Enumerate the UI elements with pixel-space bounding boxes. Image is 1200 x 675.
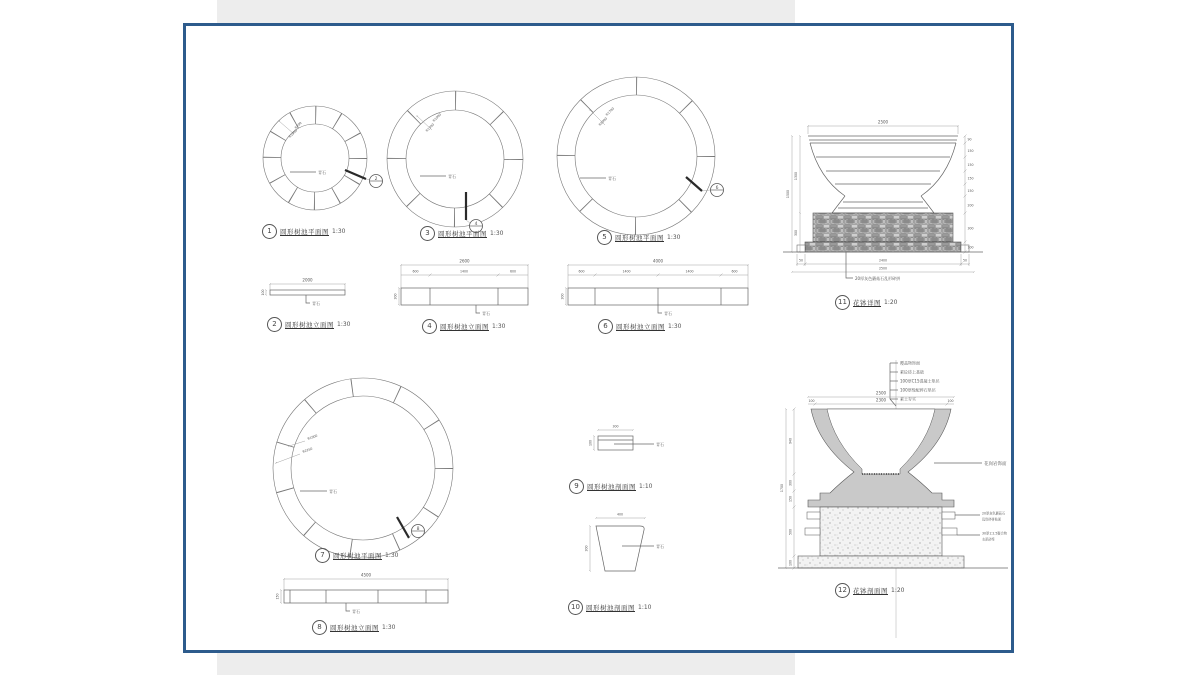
stone-label: 青石 xyxy=(329,489,337,494)
dim-label: 50 xyxy=(798,258,804,263)
title-text: 圆形树池立面图 xyxy=(440,323,489,331)
title-number: 1 xyxy=(262,224,277,239)
drawing-title-2 xyxy=(267,317,350,332)
detail-4-elevation xyxy=(394,259,529,317)
dim-label: 4500 xyxy=(360,572,372,578)
callout-label: 覆盖物饰面 xyxy=(900,360,920,366)
title-text: 圆形树池剖面图 xyxy=(586,604,635,612)
title-number: 4 xyxy=(422,319,437,334)
detail-6-elevation xyxy=(561,259,749,317)
dim-label: 100 xyxy=(808,399,815,403)
dim-label: 2000 xyxy=(302,277,313,283)
stone-label: 青石 xyxy=(352,609,360,614)
section-ref-number: 4 xyxy=(474,221,478,227)
dim-label: 200 xyxy=(967,203,974,208)
top-gray-strip xyxy=(217,0,795,23)
stone-label: 青石 xyxy=(312,301,320,306)
drawing-title-3 xyxy=(420,226,503,241)
drawing-title-7 xyxy=(315,548,398,563)
dim-label: 100 xyxy=(788,559,793,567)
title-text: 圆形树池平面图 xyxy=(280,228,329,236)
detail-1-plan xyxy=(263,106,383,210)
stone-label: 青石 xyxy=(664,311,672,316)
title-scale: 1:30 xyxy=(332,228,346,235)
title-number: 3 xyxy=(420,226,435,241)
title-number: 8 xyxy=(312,620,327,635)
detail-5-plan xyxy=(557,77,724,235)
drawing-title-9 xyxy=(569,479,652,494)
stone-label: 青石 xyxy=(608,176,616,181)
material-note: 水泥砂浆 xyxy=(982,537,995,542)
detail-8-elevation xyxy=(276,573,449,615)
title-number: 12 xyxy=(835,583,850,598)
drawing-title-4 xyxy=(422,319,505,334)
dim-label: 300 xyxy=(967,226,974,231)
dim-label: 1400 xyxy=(622,269,631,274)
title-text: 花钵剖面图 xyxy=(853,587,888,595)
material-note: 20厚灰色蘑菇石 xyxy=(982,511,1006,516)
dim-label: 600 xyxy=(731,269,738,274)
title-text: 圆形树池立面图 xyxy=(285,321,334,329)
section-ref-number: 8 xyxy=(416,526,420,532)
dim-label: 150 xyxy=(967,163,974,167)
drawing-title-1 xyxy=(262,224,345,239)
dim-label: 500 xyxy=(788,528,793,536)
material-note: 乱形碎拼贴面 xyxy=(982,517,1002,522)
dim-label: 300 xyxy=(584,545,589,552)
title-scale: 1:30 xyxy=(385,552,399,559)
title-text: 圆形树池平面图 xyxy=(438,230,487,238)
title-text: 花钵详图 xyxy=(853,299,881,307)
stone-label: 青石 xyxy=(656,544,664,549)
dim-label: 2300 xyxy=(875,397,887,403)
dim-label: 100 xyxy=(588,439,593,447)
stone-label: 青石 xyxy=(656,442,664,447)
drawing-title-5 xyxy=(597,230,680,245)
detail-11-planter-elevation xyxy=(783,120,983,282)
title-number: 2 xyxy=(267,317,282,332)
dim-label: 400 xyxy=(616,512,624,517)
dim-label: 300 xyxy=(560,293,565,300)
title-scale: 1:20 xyxy=(891,587,905,594)
section-ref-number: 6 xyxy=(715,185,719,191)
dim-label: 100 xyxy=(967,245,974,250)
dim-label: 1500 xyxy=(786,189,790,199)
title-scale: 1:30 xyxy=(668,323,682,330)
dim-label: 150 xyxy=(967,176,974,181)
drawing-sheet xyxy=(183,23,1014,653)
dim-label: 150 xyxy=(967,149,974,153)
title-scale: 1:30 xyxy=(490,230,504,237)
detail-7-plan xyxy=(273,378,453,558)
dim-label: 90 xyxy=(967,137,972,142)
dim-label: 300 xyxy=(794,229,798,237)
dim-label: 150 xyxy=(275,593,280,600)
dim-label: 2400 xyxy=(878,258,888,263)
callout-label: 100厚级配碎石垫层 xyxy=(900,387,936,393)
title-text: 圆形树池立面图 xyxy=(616,323,665,331)
title-number: 6 xyxy=(598,319,613,334)
radius-label: R1900 xyxy=(306,433,319,441)
dim-label: 2500 xyxy=(877,119,889,125)
radius-label: R2000 xyxy=(597,116,609,127)
dim-label: 600 xyxy=(509,269,517,274)
radius-label: R2250 xyxy=(301,446,314,454)
dim-label: 2600 xyxy=(459,258,470,264)
dim-label: 50 xyxy=(962,258,968,263)
radius-label: R1700 xyxy=(604,106,616,117)
section-ref-number: 2 xyxy=(374,176,378,182)
dim-label: 2500 xyxy=(875,390,887,396)
drawing-title-10 xyxy=(568,600,651,615)
title-number: 5 xyxy=(597,230,612,245)
drawing-title-8 xyxy=(312,620,395,635)
title-scale: 1:30 xyxy=(337,321,351,328)
title-number: 10 xyxy=(568,600,583,615)
material-note: 20厚灰色蘑菇石乱形碎拼 xyxy=(855,276,901,281)
dim-label: 4000 xyxy=(652,258,664,264)
dim-label: 1400 xyxy=(459,269,469,274)
stone-label: 青石 xyxy=(482,311,490,316)
title-number: 11 xyxy=(835,295,850,310)
callout-label: 100厚C15混凝土垫层 xyxy=(900,378,940,384)
dim-label: 600 xyxy=(412,269,419,274)
dim-label: 150 xyxy=(967,189,974,193)
drawing-title-12 xyxy=(835,583,904,598)
callout-label: 素土夯实 xyxy=(900,396,916,402)
dim-label: 300 xyxy=(393,293,398,300)
dim-label: 100 xyxy=(261,289,265,296)
stone-label: 青石 xyxy=(318,170,326,175)
drawing-title-11 xyxy=(835,295,897,310)
title-scale: 1:10 xyxy=(639,483,653,490)
radius-label: R1000 xyxy=(431,112,443,123)
title-text: 圆形树池立面图 xyxy=(330,624,379,632)
dim-label: 150 xyxy=(788,495,793,503)
detail-3-plan xyxy=(387,91,523,233)
title-number: 9 xyxy=(569,479,584,494)
detail-9-section xyxy=(589,425,665,451)
dim-label: 600 xyxy=(578,269,585,274)
callout-label: 素砼砖上基础 xyxy=(900,369,924,375)
radius-label: R700 xyxy=(293,121,303,130)
title-scale: 1:10 xyxy=(638,604,652,611)
drawing-title-6 xyxy=(598,319,681,334)
dim-label: 300 xyxy=(612,424,619,429)
title-scale: 1:30 xyxy=(667,234,681,241)
sheet-canvas xyxy=(186,26,1011,650)
dim-label: 1400 xyxy=(685,269,694,274)
bottom-gray-strip xyxy=(217,652,795,675)
dim-label: 100 xyxy=(947,399,954,403)
dim-label: 2500 xyxy=(878,266,888,271)
radius-label: R1000 xyxy=(287,128,299,139)
title-text: 圆形树池平面图 xyxy=(615,234,664,242)
title-number: 7 xyxy=(315,548,330,563)
dim-label: 1300 xyxy=(794,171,798,181)
title-scale: 1:30 xyxy=(492,323,506,330)
material-note: 花岗岩饰面 xyxy=(984,462,1007,467)
dim-label: 300 xyxy=(788,479,793,487)
dim-label: 940 xyxy=(788,437,793,445)
title-scale: 1:20 xyxy=(884,299,898,306)
dim-label: 1700 xyxy=(780,483,784,493)
title-text: 圆形树池剖面图 xyxy=(587,483,636,491)
stone-label: 青石 xyxy=(448,174,456,179)
title-text: 圆形树池平面图 xyxy=(333,552,382,560)
detail-2-elevation xyxy=(261,278,345,307)
radius-label: R1300 xyxy=(424,122,436,133)
material-note: 30厚1:2.5聚合物 xyxy=(982,531,1007,536)
detail-10-section xyxy=(585,513,665,572)
title-scale: 1:30 xyxy=(382,624,396,631)
